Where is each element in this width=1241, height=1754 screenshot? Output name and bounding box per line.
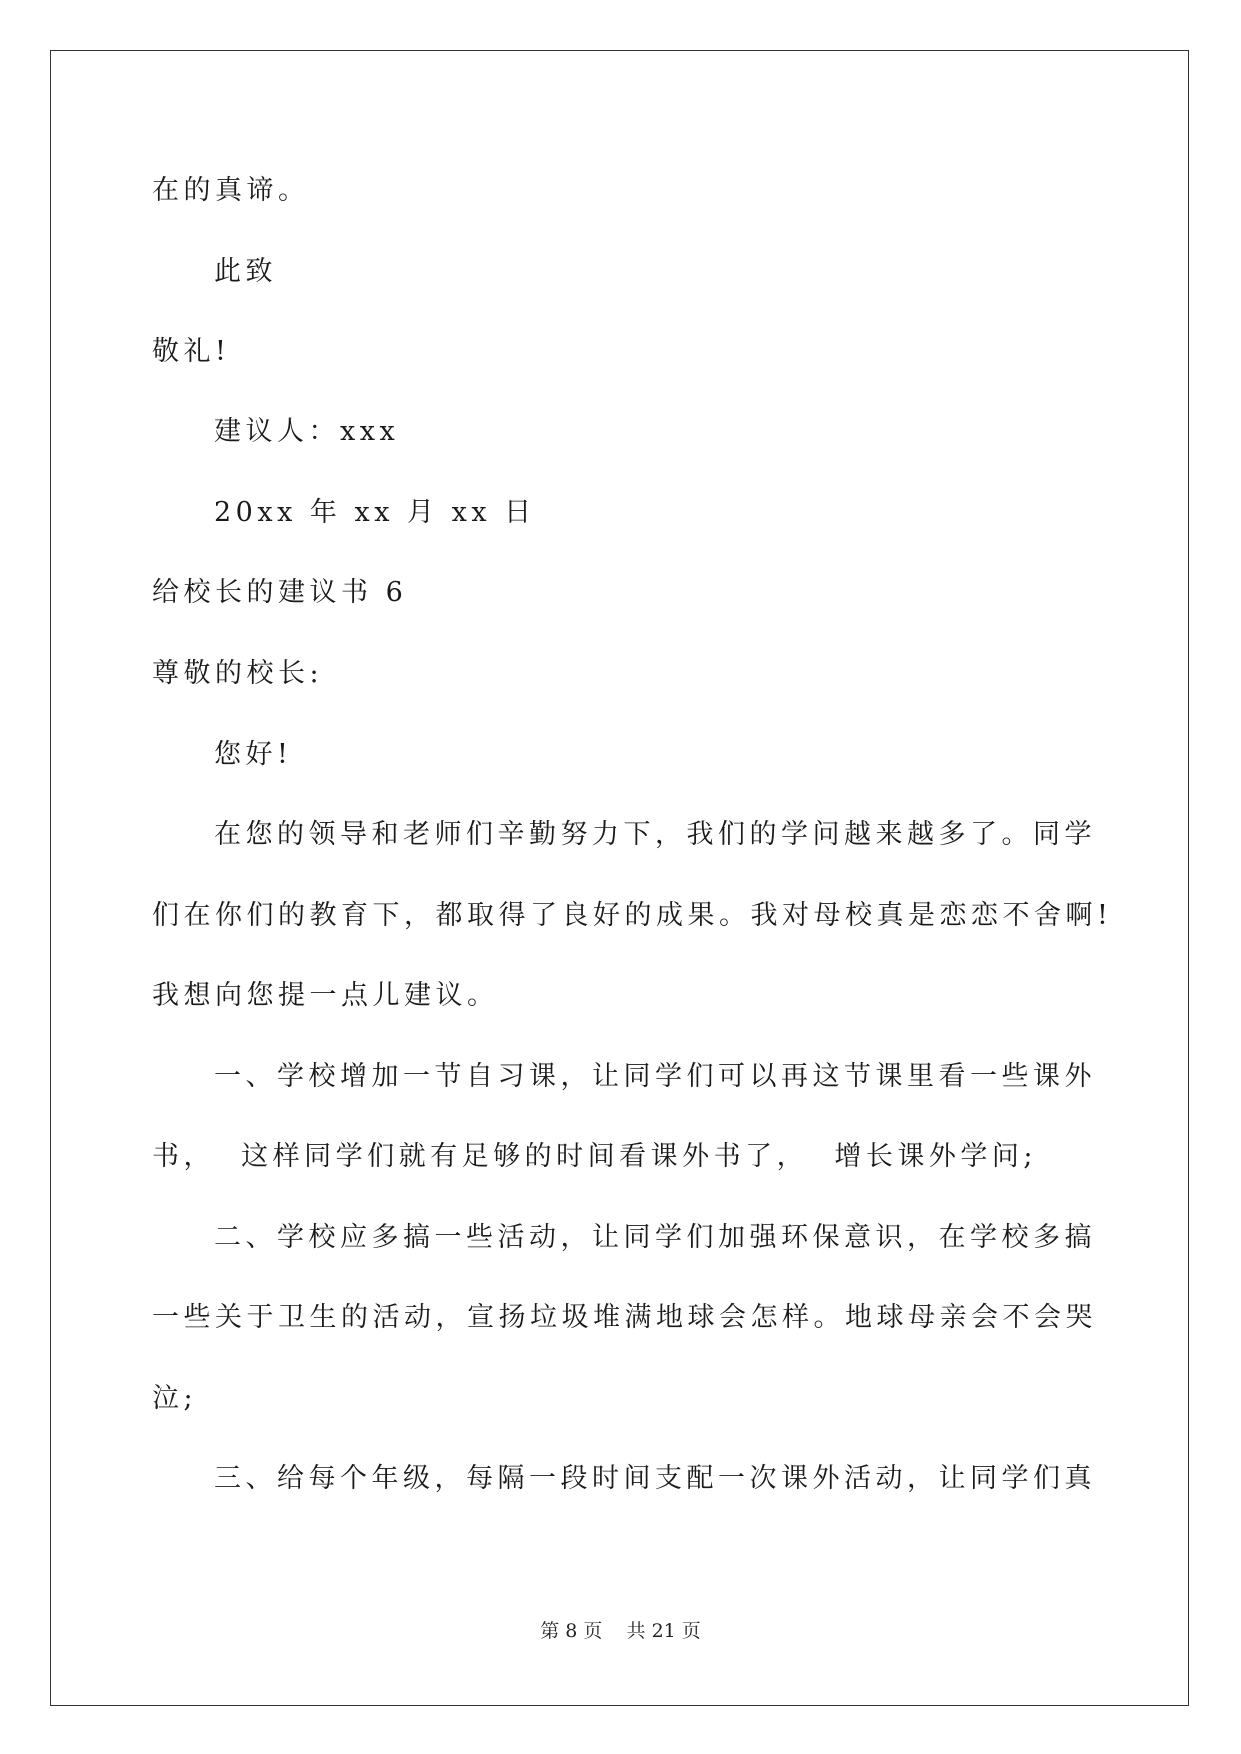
text-line: 在的真谛。 xyxy=(152,175,310,206)
text-line-salutation: 尊敬的校长: xyxy=(152,658,324,689)
text-line-salute: 敬礼! xyxy=(152,336,231,367)
paragraph-line: 三、给每个年级，每隔一段时间支配一次课外活动，让同学们真 xyxy=(214,1463,1096,1494)
paragraph-line: 们在你们的教育下，都取得了良好的成果。我对母校真是恋恋不舍啊! xyxy=(152,900,1113,931)
paragraph-line: 书， 这样同学们就有足够的时间看课外书了， 增长课外学问; xyxy=(152,1141,1037,1172)
paragraph-line: 泣; xyxy=(152,1383,198,1414)
page-number-footer: 第 8 页 共 21 页 xyxy=(540,1620,701,1642)
text-line-closing: 此致 xyxy=(214,256,277,287)
paragraph-line: 一些关于卫生的活动，宣扬垃圾堆满地球会怎样。地球母亲会不会哭 xyxy=(152,1302,1097,1333)
paragraph-line: 在您的领导和老师们辛勤努力下，我们的学问越来越多了。同学 xyxy=(214,819,1096,850)
paragraph-line: 一、学校增加一节自习课，让同学们可以再这节课里看一些课外 xyxy=(214,1061,1096,1092)
paragraph-line: 二、学校应多搞一些活动，让同学们加强环保意识，在学校多搞 xyxy=(214,1222,1096,1253)
section-title: 给校长的建议书 6 xyxy=(152,577,408,608)
paragraph-line: 我想向您提一点儿建议。 xyxy=(152,980,499,1011)
text-line-date: 20xx 年 xx 月 xx 日 xyxy=(214,497,536,528)
text-line-greeting: 您好! xyxy=(214,739,293,770)
text-line-signer: 建议人：xxx xyxy=(214,416,400,447)
page-border xyxy=(50,50,1189,1706)
